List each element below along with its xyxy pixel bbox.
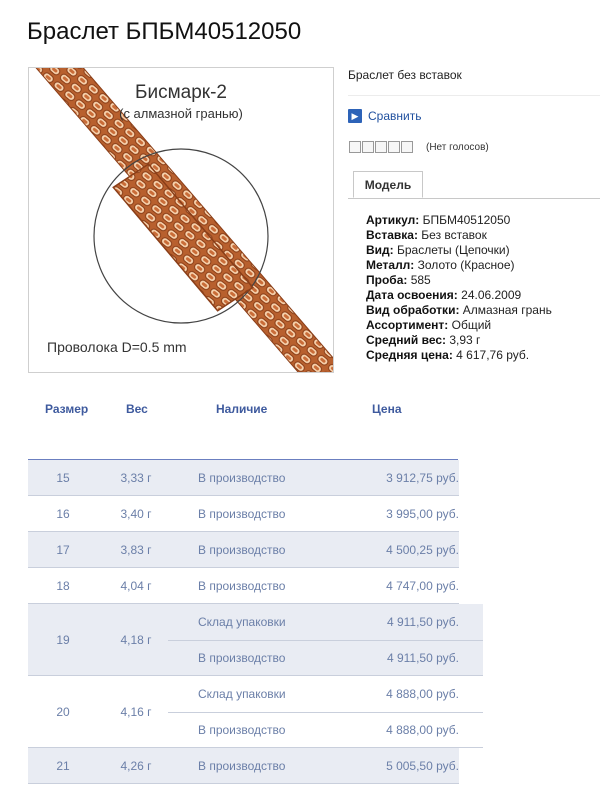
spec-row <box>366 288 552 303</box>
table-row <box>28 496 459 532</box>
row-divider <box>28 783 459 784</box>
weight-cell: 3,40 г <box>120 507 152 521</box>
star-icon[interactable] <box>349 141 361 153</box>
image-heading: Бисмарк-2 <box>135 82 227 103</box>
spec-value: Алмазная грань <box>459 303 552 317</box>
spec-label: Дата освоения: <box>366 288 458 302</box>
spec-row <box>366 243 552 258</box>
image-subheading: (с алмазной гранью) <box>119 106 243 121</box>
col-header-weight: Вес <box>126 402 148 416</box>
spec-list <box>366 213 552 363</box>
spec-value: Общий <box>448 318 492 332</box>
table-row <box>28 604 483 676</box>
product-image <box>28 67 334 373</box>
price-cell: 4 888,00 руб. <box>386 723 459 737</box>
spec-row <box>366 333 552 348</box>
table-row <box>28 568 459 604</box>
rating <box>349 141 489 153</box>
sub-row-divider <box>168 640 483 641</box>
price-cell: 4 911,50 руб. <box>386 615 459 629</box>
spec-label: Вид обработки: <box>366 303 460 317</box>
spec-label: Проба: <box>366 273 408 287</box>
votes-label: (Нет голосов) <box>426 141 489 153</box>
arrow-right-icon: ▶ <box>348 109 362 123</box>
spec-label: Средняя цена: <box>366 348 453 362</box>
col-header-size: Размер <box>45 402 89 416</box>
availability-cell: В производство <box>198 543 286 557</box>
product-description: Браслет без вставок <box>348 68 462 82</box>
star-icon[interactable] <box>401 141 413 153</box>
weight-cell: 4,04 г <box>120 579 152 593</box>
spec-row <box>366 228 552 243</box>
size-cell: 19 <box>56 633 70 647</box>
spec-label: Вставка: <box>366 228 418 242</box>
table-row <box>28 676 483 748</box>
availability-cell: Склад упаковки <box>198 615 286 629</box>
col-header-availability: Наличие <box>216 402 268 416</box>
divider <box>348 95 600 96</box>
availability-cell: Склад упаковки <box>198 687 286 701</box>
spec-row <box>366 303 552 318</box>
table-row <box>28 748 459 784</box>
spec-value: 585 <box>407 273 431 287</box>
spec-label: Металл: <box>366 258 415 272</box>
product-title: Браслет БПБМ40512050 <box>27 18 302 45</box>
sub-row-divider <box>168 712 483 713</box>
availability-cell: В производство <box>198 579 286 593</box>
compare-label: Сравнить <box>368 109 422 123</box>
tab-model[interactable]: Модель <box>353 171 423 198</box>
price-cell: 3 912,75 руб. <box>386 471 459 485</box>
size-cell: 15 <box>56 471 70 485</box>
price-cell: 5 005,50 руб. <box>386 759 459 773</box>
spec-value: БПБМ40512050 <box>419 213 511 227</box>
spec-row <box>366 213 552 228</box>
compare-link[interactable] <box>348 109 421 123</box>
spec-value: 4 617,76 руб. <box>452 348 530 362</box>
table-row <box>28 532 459 568</box>
image-wire-label: Проволока D=0.5 mm <box>47 339 187 355</box>
spec-value: Золото (Красное) <box>414 258 515 272</box>
spec-row <box>366 258 552 273</box>
price-cell: 3 995,00 руб. <box>386 507 459 521</box>
spec-value: 24.06.2009 <box>457 288 522 302</box>
availability-cell: В производство <box>198 651 286 665</box>
size-cell: 18 <box>56 579 70 593</box>
spec-value: 3,93 г <box>446 333 481 347</box>
spec-row <box>366 273 552 288</box>
spec-value: Без вставок <box>417 228 487 242</box>
size-cell: 16 <box>56 507 70 521</box>
spec-label: Ассортимент: <box>366 318 449 332</box>
price-cell: 4 500,25 руб. <box>386 543 459 557</box>
price-cell: 4 747,00 руб. <box>386 579 459 593</box>
spec-label: Артикул: <box>366 213 420 227</box>
weight-cell: 4,26 г <box>120 759 152 773</box>
spec-row <box>366 318 552 333</box>
weight-cell: 4,16 г <box>120 705 152 719</box>
table-row <box>28 460 459 496</box>
price-cell: 4 911,50 руб. <box>386 651 459 665</box>
spec-value: Браслеты (Цепочки) <box>393 243 510 257</box>
spec-label: Вид: <box>366 243 394 257</box>
weight-cell: 3,33 г <box>120 471 152 485</box>
spec-label: Средний вес: <box>366 333 447 347</box>
availability-cell: В производство <box>198 723 286 737</box>
size-cell: 17 <box>56 543 70 557</box>
availability-cell: В производство <box>198 471 286 485</box>
spec-row <box>366 348 552 363</box>
star-icon[interactable] <box>362 141 374 153</box>
tab-bar-line <box>348 198 600 199</box>
availability-cell: В производство <box>198 507 286 521</box>
star-icon[interactable] <box>388 141 400 153</box>
availability-cell: В производство <box>198 759 286 773</box>
weight-cell: 4,18 г <box>120 633 152 647</box>
price-cell: 4 888,00 руб. <box>386 687 459 701</box>
col-header-price: Цена <box>372 402 402 416</box>
star-icon[interactable] <box>375 141 387 153</box>
size-cell: 20 <box>56 705 70 719</box>
weight-cell: 3,83 г <box>120 543 152 557</box>
size-cell: 21 <box>56 759 70 773</box>
